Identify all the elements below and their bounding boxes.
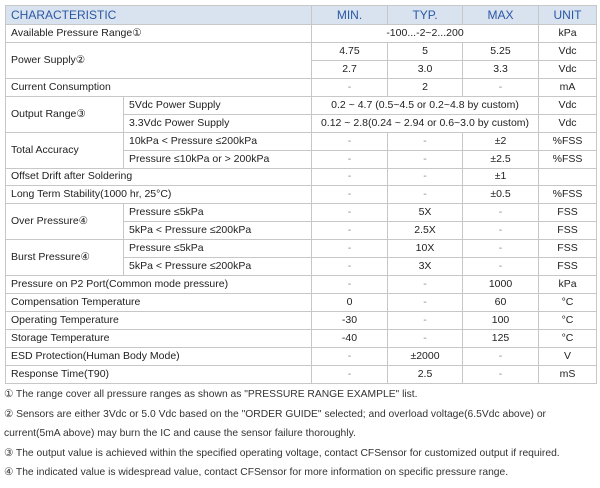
- cell-max: -: [463, 365, 539, 383]
- table-header-row: [6, 6, 597, 25]
- cell-max: -: [463, 258, 539, 276]
- row-label: Compensation Temperature: [6, 294, 312, 312]
- cell-unit: FSS: [539, 258, 597, 276]
- row-label: Total Accuracy: [6, 132, 124, 168]
- cell-unit: Vdc: [539, 96, 597, 114]
- table-row: [6, 329, 597, 347]
- cell-max: 5.25: [463, 42, 539, 60]
- header-min: MIN.: [312, 6, 388, 25]
- cell-max: -: [463, 347, 539, 365]
- table-row: [6, 204, 597, 222]
- table-row: [6, 312, 597, 330]
- cell-max: ±0.5: [463, 186, 539, 204]
- row-sublabel: 10kPa < Pressure ≤200kPa: [124, 132, 312, 150]
- header-unit: UNIT: [539, 6, 597, 25]
- cell-unit: kPa: [539, 276, 597, 294]
- cell-max: -: [463, 240, 539, 258]
- cell-min: -: [312, 258, 388, 276]
- cell-unit: Vdc: [539, 114, 597, 132]
- cell-typ: -: [388, 186, 463, 204]
- cell-typ: -: [388, 329, 463, 347]
- cell-typ: 3.0: [388, 60, 463, 78]
- table-row: [6, 294, 597, 312]
- cell-unit: °C: [539, 329, 597, 347]
- row-label: Over Pressure④: [6, 204, 124, 240]
- header-typ: TYP.: [388, 6, 463, 25]
- cell-typ: 5: [388, 42, 463, 60]
- row-unit: kPa: [539, 25, 597, 43]
- characteristics-table: [5, 5, 597, 384]
- cell-unit: mS: [539, 365, 597, 383]
- cell-min: -30: [312, 312, 388, 330]
- cell-typ: 3X: [388, 258, 463, 276]
- row-value: 0.12 ~ 2.8(0.24 ~ 2.94 or 0.6~3.0 by custom): [312, 114, 539, 132]
- cell-typ: -: [388, 150, 463, 168]
- cell-max: ±2.5: [463, 150, 539, 168]
- cell-max: ±2: [463, 132, 539, 150]
- cell-max: 3.3: [463, 60, 539, 78]
- cell-max: -: [463, 204, 539, 222]
- row-label: Burst Pressure④: [6, 240, 124, 276]
- cell-max: 125: [463, 329, 539, 347]
- row-label: Long Term Stability(1000 hr, 25°C): [6, 186, 312, 204]
- cell-max: -: [463, 78, 539, 96]
- header-characteristic: CHARACTERISTIC: [6, 6, 312, 25]
- row-label: Offset Drift after Soldering: [6, 168, 312, 186]
- cell-max: 60: [463, 294, 539, 312]
- table-row: [6, 168, 597, 186]
- cell-typ: -: [388, 132, 463, 150]
- cell-unit: %FSS: [539, 132, 597, 150]
- cell-typ: 5X: [388, 204, 463, 222]
- cell-unit: °C: [539, 294, 597, 312]
- cell-unit: %FSS: [539, 150, 597, 168]
- cell-min: -: [312, 240, 388, 258]
- cell-min: -40: [312, 329, 388, 347]
- cell-min: -: [312, 78, 388, 96]
- row-value: 0.2 ~ 4.7 (0.5~4.5 or 0.2~4.8 by custom): [312, 96, 539, 114]
- cell-typ: -: [388, 294, 463, 312]
- cell-typ: 2.5: [388, 365, 463, 383]
- row-label: Pressure on P2 Port(Common mode pressure): [6, 276, 312, 294]
- footnote-2-continued: current(5mA above) may burn the IC and cause the sensor failure thoroughly.: [4, 428, 356, 439]
- cell-typ: 2.5X: [388, 222, 463, 240]
- cell-unit: Vdc: [539, 42, 597, 60]
- cell-min: 0: [312, 294, 388, 312]
- table-row: [6, 186, 597, 204]
- footnote-2: ② Sensors are either 3Vdc or 5.0 Vdc based on the "ORDER GUIDE" selected; and overload voltage(6.5Vdc above) or: [4, 408, 546, 420]
- row-value: -100...-2~2...200: [312, 25, 539, 43]
- footnote-4: ④ The indicated value is widespread value, contact CFSensor for more information on specific pressure range.: [4, 467, 509, 478]
- row-label: Response Time(T90): [6, 365, 312, 383]
- cell-min: -: [312, 186, 388, 204]
- row-label: Storage Temperature: [6, 329, 312, 347]
- cell-min: -: [312, 132, 388, 150]
- row-sublabel: 5Vdc Power Supply: [124, 96, 312, 114]
- cell-unit: %FSS: [539, 186, 597, 204]
- cell-max: ±1: [463, 168, 539, 186]
- row-label: Current Consumption: [6, 78, 312, 96]
- row-sublabel: 5kPa < Pressure ≤200kPa: [124, 222, 312, 240]
- cell-min: -: [312, 222, 388, 240]
- header-max: MAX: [463, 6, 539, 25]
- cell-min: -: [312, 276, 388, 294]
- cell-typ: -: [388, 168, 463, 186]
- row-sublabel: Pressure ≤5kPa: [124, 240, 312, 258]
- table-row: [6, 132, 597, 150]
- table-row: [6, 365, 597, 383]
- footnote-3: ③ The output value is achieved within the specified operating voltage, contact CFSensor for customized output if required.: [4, 447, 560, 459]
- cell-typ: -: [388, 276, 463, 294]
- row-sublabel: Pressure ≤10kPa or > 200kPa: [124, 150, 312, 168]
- cell-min: -: [312, 168, 388, 186]
- cell-unit: V: [539, 347, 597, 365]
- cell-typ: ±2000: [388, 347, 463, 365]
- cell-max: -: [463, 222, 539, 240]
- row-label: Power Supply②: [6, 42, 312, 78]
- cell-typ: -: [388, 312, 463, 330]
- cell-typ: 2: [388, 78, 463, 96]
- cell-max: 100: [463, 312, 539, 330]
- table-row: [6, 25, 597, 43]
- row-sublabel: 5kPa < Pressure ≤200kPa: [124, 258, 312, 276]
- cell-min: 2.7: [312, 60, 388, 78]
- row-label: Output Range③: [6, 96, 124, 132]
- row-sublabel: Pressure ≤5kPa: [124, 204, 312, 222]
- cell-max: 1000: [463, 276, 539, 294]
- cell-min: 4.75: [312, 42, 388, 60]
- table-row: [6, 42, 597, 60]
- cell-min: -: [312, 347, 388, 365]
- row-label: Operating Temperature: [6, 312, 312, 330]
- table-row: [6, 78, 597, 96]
- cell-typ: 10X: [388, 240, 463, 258]
- cell-min: -: [312, 204, 388, 222]
- table-row: [6, 347, 597, 365]
- table-row: [6, 240, 597, 258]
- cell-unit: °C: [539, 312, 597, 330]
- cell-unit: mA: [539, 78, 597, 96]
- cell-min: -: [312, 365, 388, 383]
- row-label: Available Pressure Range①: [6, 25, 312, 43]
- table-row: [6, 276, 597, 294]
- table-row: [6, 96, 597, 114]
- footnote-1: ① The range cover all pressure ranges as shown as "PRESSURE RANGE EXAMPLE" list.: [4, 389, 418, 400]
- footnotes: [4, 385, 596, 483]
- cell-unit: [539, 168, 597, 186]
- cell-unit: FSS: [539, 222, 597, 240]
- row-label: ESD Protection(Human Body Mode): [6, 347, 312, 365]
- cell-min: -: [312, 150, 388, 168]
- row-sublabel: 3.3Vdc Power Supply: [124, 114, 312, 132]
- cell-unit: FSS: [539, 240, 597, 258]
- cell-unit: FSS: [539, 204, 597, 222]
- cell-unit: Vdc: [539, 60, 597, 78]
